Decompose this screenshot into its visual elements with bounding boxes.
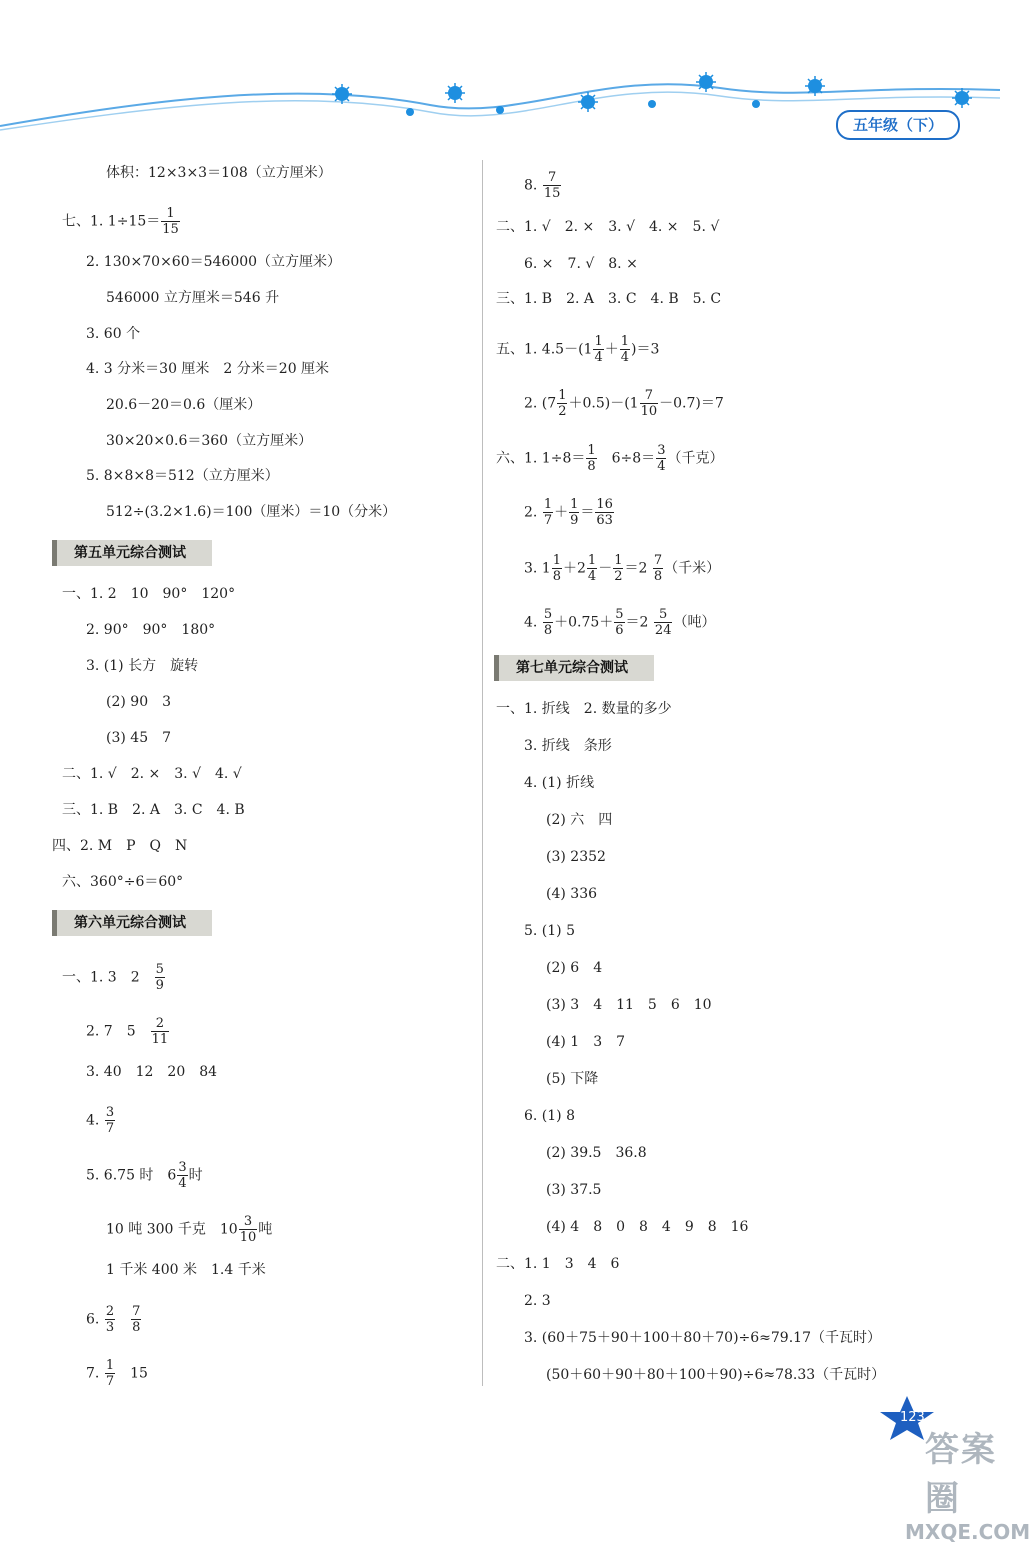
answer-text: 5 — [543, 607, 553, 622]
grade-badge: 五年级（下） — [836, 110, 960, 140]
answer-text: 1 — [587, 443, 596, 458]
answer-line: 6. × 7. √ 8. × — [524, 256, 638, 272]
answer-text: 7 — [543, 170, 562, 186]
answer-text: 2 — [558, 404, 567, 419]
answer-text: 3 — [105, 1320, 115, 1335]
answer-text: 7. — [86, 1365, 100, 1382]
fraction — [613, 553, 623, 584]
fraction — [569, 497, 579, 528]
fraction — [543, 170, 562, 201]
fraction — [177, 1160, 187, 1191]
answer-line — [524, 170, 562, 201]
answer-text: ＋ — [554, 504, 569, 521]
answer-text: 3 — [657, 443, 666, 458]
answer-line — [62, 206, 181, 237]
answer-text: 1 — [558, 388, 567, 403]
answer-text: 1 — [594, 334, 603, 349]
answer-line — [524, 553, 720, 584]
answer-text: 六、1. 1÷8＝ — [496, 450, 586, 467]
answer-line: (2) 6 4 — [546, 960, 603, 976]
answer-line — [524, 497, 615, 528]
fraction — [131, 1304, 141, 1335]
answer-line: 一、1. 2 10 90° 120° — [62, 586, 236, 602]
answer-line: 二、1. 1 3 4 6 — [496, 1256, 620, 1272]
answer-text: 4 — [594, 350, 603, 365]
fraction — [105, 1105, 115, 1136]
answer-line — [106, 1214, 272, 1245]
answer-line: 3. 60 个 — [86, 326, 141, 342]
answer-text: ＝2 — [625, 614, 649, 631]
watermark — [905, 1422, 1030, 1544]
answer-text: 一、1. 3 2 — [62, 969, 140, 986]
page-number: 123 — [900, 1410, 925, 1425]
fraction — [595, 497, 614, 528]
answer-text: )＝3 — [631, 341, 660, 358]
section-title: 第五单元综合测试 — [52, 540, 212, 566]
answer-line: 三、1. B 2. A 3. C 4. B 5. C — [496, 291, 722, 307]
answer-text: （千克） — [667, 450, 724, 467]
answer-text: 4 — [587, 569, 597, 584]
answer-line: 体积：12×3×3＝108（立方厘米） — [106, 165, 332, 181]
fraction — [656, 443, 666, 474]
answer-line: 5. (1) 5 — [524, 923, 575, 939]
answer-text: 1 — [161, 206, 180, 222]
answer-text: 五、1. 4.5－(1 — [496, 341, 593, 358]
answer-line: 3. 40 12 20 84 — [86, 1064, 218, 1080]
answer-line: (2) 六 四 — [546, 812, 613, 828]
answer-line — [524, 388, 724, 419]
fraction — [593, 334, 603, 365]
answer-text: 4. — [524, 614, 538, 631]
answer-line: 3. (1) 长方 旋转 — [86, 658, 199, 674]
answer-text: 8 — [552, 569, 561, 584]
answer-line: (3) 45 7 — [106, 730, 172, 746]
fraction — [614, 607, 624, 638]
answer-line: (3) 3 4 11 5 6 10 — [546, 997, 712, 1013]
answer-line: 546000 立方厘米＝546 升 — [106, 290, 280, 306]
fraction — [161, 206, 180, 237]
answer-text: 7 — [105, 1121, 115, 1136]
answer-text: 4 — [178, 1176, 187, 1191]
answer-text: ＋2 — [563, 560, 586, 577]
section-title: 第六单元综合测试 — [52, 910, 212, 936]
answer-text: 1 — [570, 497, 579, 512]
answer-text: 1 — [543, 497, 553, 512]
fraction — [543, 607, 553, 638]
answer-text: － — [598, 560, 613, 577]
fraction — [654, 607, 673, 638]
answer-text: 7 — [105, 1374, 115, 1389]
fraction — [640, 388, 659, 419]
answer-text: 2 — [614, 569, 623, 584]
answer-text: 2. (7 — [524, 395, 557, 412]
watermark-url: MXQE.COM — [905, 1520, 1030, 1544]
answer-line — [62, 962, 166, 993]
answer-text: 2. 7 5 — [86, 1023, 136, 1040]
answer-text: 2 — [151, 1016, 170, 1032]
fraction — [239, 1214, 258, 1245]
answer-text: 时 — [188, 1167, 203, 1184]
answer-text: 3 — [105, 1105, 115, 1120]
answer-line: 3. 折线 条形 — [524, 738, 612, 754]
answer-line: 一、1. 折线 2. 数量的多少 — [496, 701, 672, 717]
fraction — [653, 553, 663, 584]
answer-text: 7 — [640, 388, 659, 404]
answer-line: 20.6－20＝0.6（厘米） — [106, 397, 262, 413]
answer-line: 四、2. M P Q N — [52, 838, 188, 854]
fraction — [543, 497, 553, 528]
answer-text: 吨 — [258, 1221, 273, 1238]
watermark-logo: 答案圈 — [925, 1430, 997, 1519]
answer-text: 6 — [615, 623, 624, 638]
answer-line — [86, 1016, 170, 1047]
answer-text: 七、1. 1÷15＝ — [62, 213, 161, 230]
fraction — [155, 962, 165, 993]
fraction — [105, 1304, 115, 1335]
answer-text: 1 — [552, 553, 561, 568]
answer-text: 8 — [587, 459, 596, 474]
answer-text: 8 — [132, 1320, 141, 1335]
answer-text: 8 — [653, 569, 663, 584]
fraction — [586, 443, 596, 474]
answer-text: 2. — [524, 504, 538, 521]
answer-text: 5 — [654, 607, 673, 623]
answer-line — [524, 607, 715, 638]
section-title: 第七单元综合测试 — [494, 655, 654, 681]
answer-text: 9 — [570, 513, 579, 528]
answer-text: 3 — [178, 1160, 187, 1175]
answer-text: 1 — [614, 553, 623, 568]
answer-text: 15 — [130, 1365, 148, 1382]
answer-line — [86, 1358, 148, 1389]
answer-line — [86, 1160, 203, 1191]
fraction — [105, 1358, 115, 1389]
answer-text: 15 — [162, 222, 179, 237]
answer-text: 10 — [640, 404, 658, 419]
answer-text: 7 — [653, 553, 663, 568]
answer-line: (3) 37.5 — [546, 1182, 602, 1198]
answer-line — [496, 443, 723, 474]
answer-text: 10 吨 300 千克 10 — [106, 1221, 238, 1238]
answer-text: 9 — [155, 978, 164, 993]
answer-text: 10 — [239, 1230, 257, 1245]
answer-line: (50＋60＋90＋80＋100＋90)÷6≈78.33（千瓦时） — [546, 1367, 886, 1383]
answer-text: （千米） — [664, 560, 721, 577]
answer-line: 2. 130×70×60＝546000（立方厘米） — [86, 254, 342, 270]
answer-text: ＋0.5)－(1 — [568, 395, 639, 412]
fraction — [587, 553, 597, 584]
answer-line — [86, 1304, 142, 1335]
answer-text: 5 — [615, 607, 624, 622]
answer-line: 3. (60＋75＋90＋100＋80＋70)÷6≈79.17（千瓦时） — [524, 1330, 881, 1346]
answer-line — [496, 334, 659, 365]
answer-text: ＝2 — [624, 560, 648, 577]
answer-line: 三、1. B 2. A 3. C 4. B — [62, 802, 245, 818]
answer-line: (4) 1 3 7 — [546, 1034, 626, 1050]
fraction — [552, 553, 562, 584]
answer-line: 六、360°÷6＝60° — [62, 874, 184, 890]
answer-text: 16 — [596, 497, 613, 512]
answer-text: 6. — [86, 1311, 100, 1328]
answer-text: 8 — [543, 623, 553, 638]
answer-line: (2) 39.5 36.8 — [546, 1145, 647, 1161]
answer-text: 7 — [543, 513, 553, 528]
answer-line: 1 千米 400 米 1.4 千米 — [106, 1262, 266, 1278]
answer-text: 5 — [155, 962, 164, 977]
fraction — [620, 334, 630, 365]
fraction — [151, 1016, 170, 1047]
answer-text: 1 — [587, 553, 597, 568]
answer-text: ＋ — [604, 341, 619, 358]
answer-line: (2) 90 3 — [106, 694, 172, 710]
answer-line: 4. (1) 折线 — [524, 775, 595, 791]
answer-text: 4 — [620, 350, 630, 365]
answer-text: 11 — [151, 1032, 169, 1047]
answer-text: ＝ — [580, 504, 595, 521]
answer-text: 2 — [105, 1304, 115, 1319]
answer-line: 30×20×0.6＝360（立方厘米） — [106, 433, 313, 449]
answer-line: 6. (1) 8 — [524, 1108, 575, 1124]
answer-text: ＋0.75＋ — [554, 614, 614, 631]
answer-text: 8. — [524, 177, 538, 194]
answer-text: 3 — [239, 1214, 258, 1230]
answer-text: 7 — [132, 1304, 141, 1319]
answer-line: 2. 90° 90° 180° — [86, 622, 216, 638]
answer-text: 1 — [105, 1358, 115, 1373]
answer-text: 6÷8＝ — [597, 450, 656, 467]
answer-text: 24 — [654, 623, 672, 638]
answer-text: 4 — [657, 459, 666, 474]
answer-line: 512÷(3.2×1.6)＝100（厘米）＝10（分米） — [106, 504, 397, 520]
answer-text: （吨） — [673, 614, 716, 631]
answer-line: (4) 4 8 0 8 4 9 8 16 — [546, 1219, 749, 1235]
answer-line: 5. 8×8×8＝512（立方厘米） — [86, 468, 279, 484]
fraction — [557, 388, 567, 419]
answer-line: (5) 下降 — [546, 1071, 599, 1087]
answer-text: 4. — [86, 1112, 100, 1129]
answer-line: 4. 3 分米＝30 厘米 2 分米＝20 厘米 — [86, 361, 330, 377]
answer-text: 5. 6.75 时 6 — [86, 1167, 177, 1184]
answer-line — [86, 1105, 116, 1136]
answer-text: 3. 1 — [524, 560, 551, 577]
column-divider — [482, 160, 483, 1386]
answer-line: 二、1. √ 2. × 3. √ 4. × 5. √ — [496, 219, 720, 235]
answer-text: －0.7)＝7 — [659, 395, 724, 412]
answer-text: 15 — [543, 186, 561, 201]
answer-line: 二、1. √ 2. × 3. √ 4. √ — [62, 766, 242, 782]
answer-text: 1 — [620, 334, 630, 349]
answer-text: 63 — [596, 513, 613, 528]
answer-line: (3) 2352 — [546, 849, 606, 865]
answer-line: 2. 3 — [524, 1293, 551, 1309]
answer-line: (4) 336 — [546, 886, 598, 902]
